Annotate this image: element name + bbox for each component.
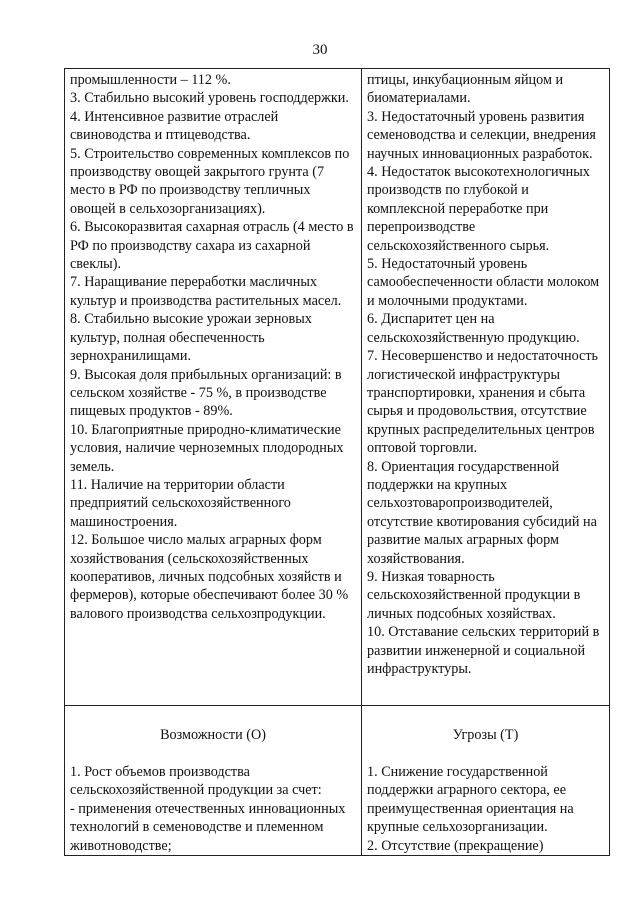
weakness-item: 5. Недостаточный уровень самообеспеченности области молоком и молочными продуктами. [367,256,600,309]
weakness-item: 9. Низкая товарность сельскохозяйственной продукции в личных подсобных хозяйствах. [367,568,581,622]
strength-item: 6. Высокоразвитая сахарная отрасль (4 место в РФ по производству сахара из сахарной свеклы). [70,219,354,273]
weakness-item: 6. Диспаритет цен на сельскохозяйственную продукцию. [367,311,580,346]
weakness-item: 8. Ориентация государственной поддержки на крупных сельхозтоваропроизводителей, отсутствие квотирования субсидий на развитие малых аграрных форм хозяйствования. [367,458,597,567]
weakness-item: 10. Отставание сельских территорий в развитии инженерной и социальной инфраструктуры. [367,624,600,677]
strength-item: 7. Наращивание переработки масличных культур и производства растительных масел. [70,274,342,309]
weakness-item: 3. Недостаточный уровень развития семеноводства и селекции, внедрения научных инновационных разработок. [367,108,596,162]
opportunities-list [65,763,361,855]
opportunity-item: 1. Рост объемов производства сельскохозяйственной продукции за счет: [70,764,322,799]
threat-item: 2. Отсутствие (прекращение) [367,837,544,854]
page-number: 30 [312,42,328,58]
strength-item: 9. Высокая доля прибыльных организаций: в сельском хозяйстве - 75 %, в производстве пищевых продуктов - 89%. [70,366,342,420]
strength-item: 8. Стабильно высокие урожаи зерновых культур, полная обеспеченность зернохранилищами. [70,311,312,365]
weakness-item: птицы, инкубационным яйцом и биоматериалами. [367,72,564,107]
opportunities-cell [65,706,362,856]
weakness-item: 4. Недостаток высокотехнологичных производств по глубокой и комплексной переработке при перепроизводстве сельскохозяйственного сырья. [367,164,590,254]
strengths-weaknesses-row [65,69,610,706]
strengths-list [65,69,361,623]
strength-item: 3. Стабильно высокий уровень господдержки. [70,90,349,107]
threats-header: Угрозы (Т) [452,727,519,743]
threats-list [362,763,609,855]
weaknesses-list [362,69,609,678]
strength-item: 4. Интенсивное развитие отраслей свиноводства и птицеводства. [70,108,279,144]
opportunities-header: Возможности (О) [160,727,266,743]
strengths-cell [65,69,362,706]
strength-item: 11. Наличие на территории области предприятий сельскохозяйственного машиностроения. [70,476,291,530]
swot-table [64,68,610,856]
strength-item: 5. Строительство современных комплексов по производству овощей закрытого грунта (7 место в РФ по производству тепличных овощей в сельхозорганизациях). [70,145,350,217]
threats-cell [362,706,610,856]
opportunities-threats-row [65,706,610,856]
weaknesses-cell [362,69,610,706]
weakness-item: 7. Несовершенство и недостаточность логистической инфраструктуры транспортировки, хранения и сбыта сырья и продовольствия, отсутствие крупных распределительных центров оптовой торговли. [367,348,599,457]
strength-item: 10. Благоприятные природно-климатические условия, наличие черноземных плодородных земель. [70,421,344,475]
strength-item: 12. Большое число малых аграрных форм хозяйствования (сельскохозяйственных кооперативов, личных подсобных хозяйств и фермеров), которые обеспечивают более 30 % валового производства сельхозпродукции. [70,532,349,622]
strength-item: промышленности – 112 %. [70,72,231,88]
opportunity-item: - применения отечественных инновационных технологий в семеноводстве и племенном животноводстве; [70,800,346,854]
threat-item: 1. Снижение государственной поддержки аграрного сектора, ее преимущественная ориентация на крупные сельхозорганизации. [367,764,574,836]
